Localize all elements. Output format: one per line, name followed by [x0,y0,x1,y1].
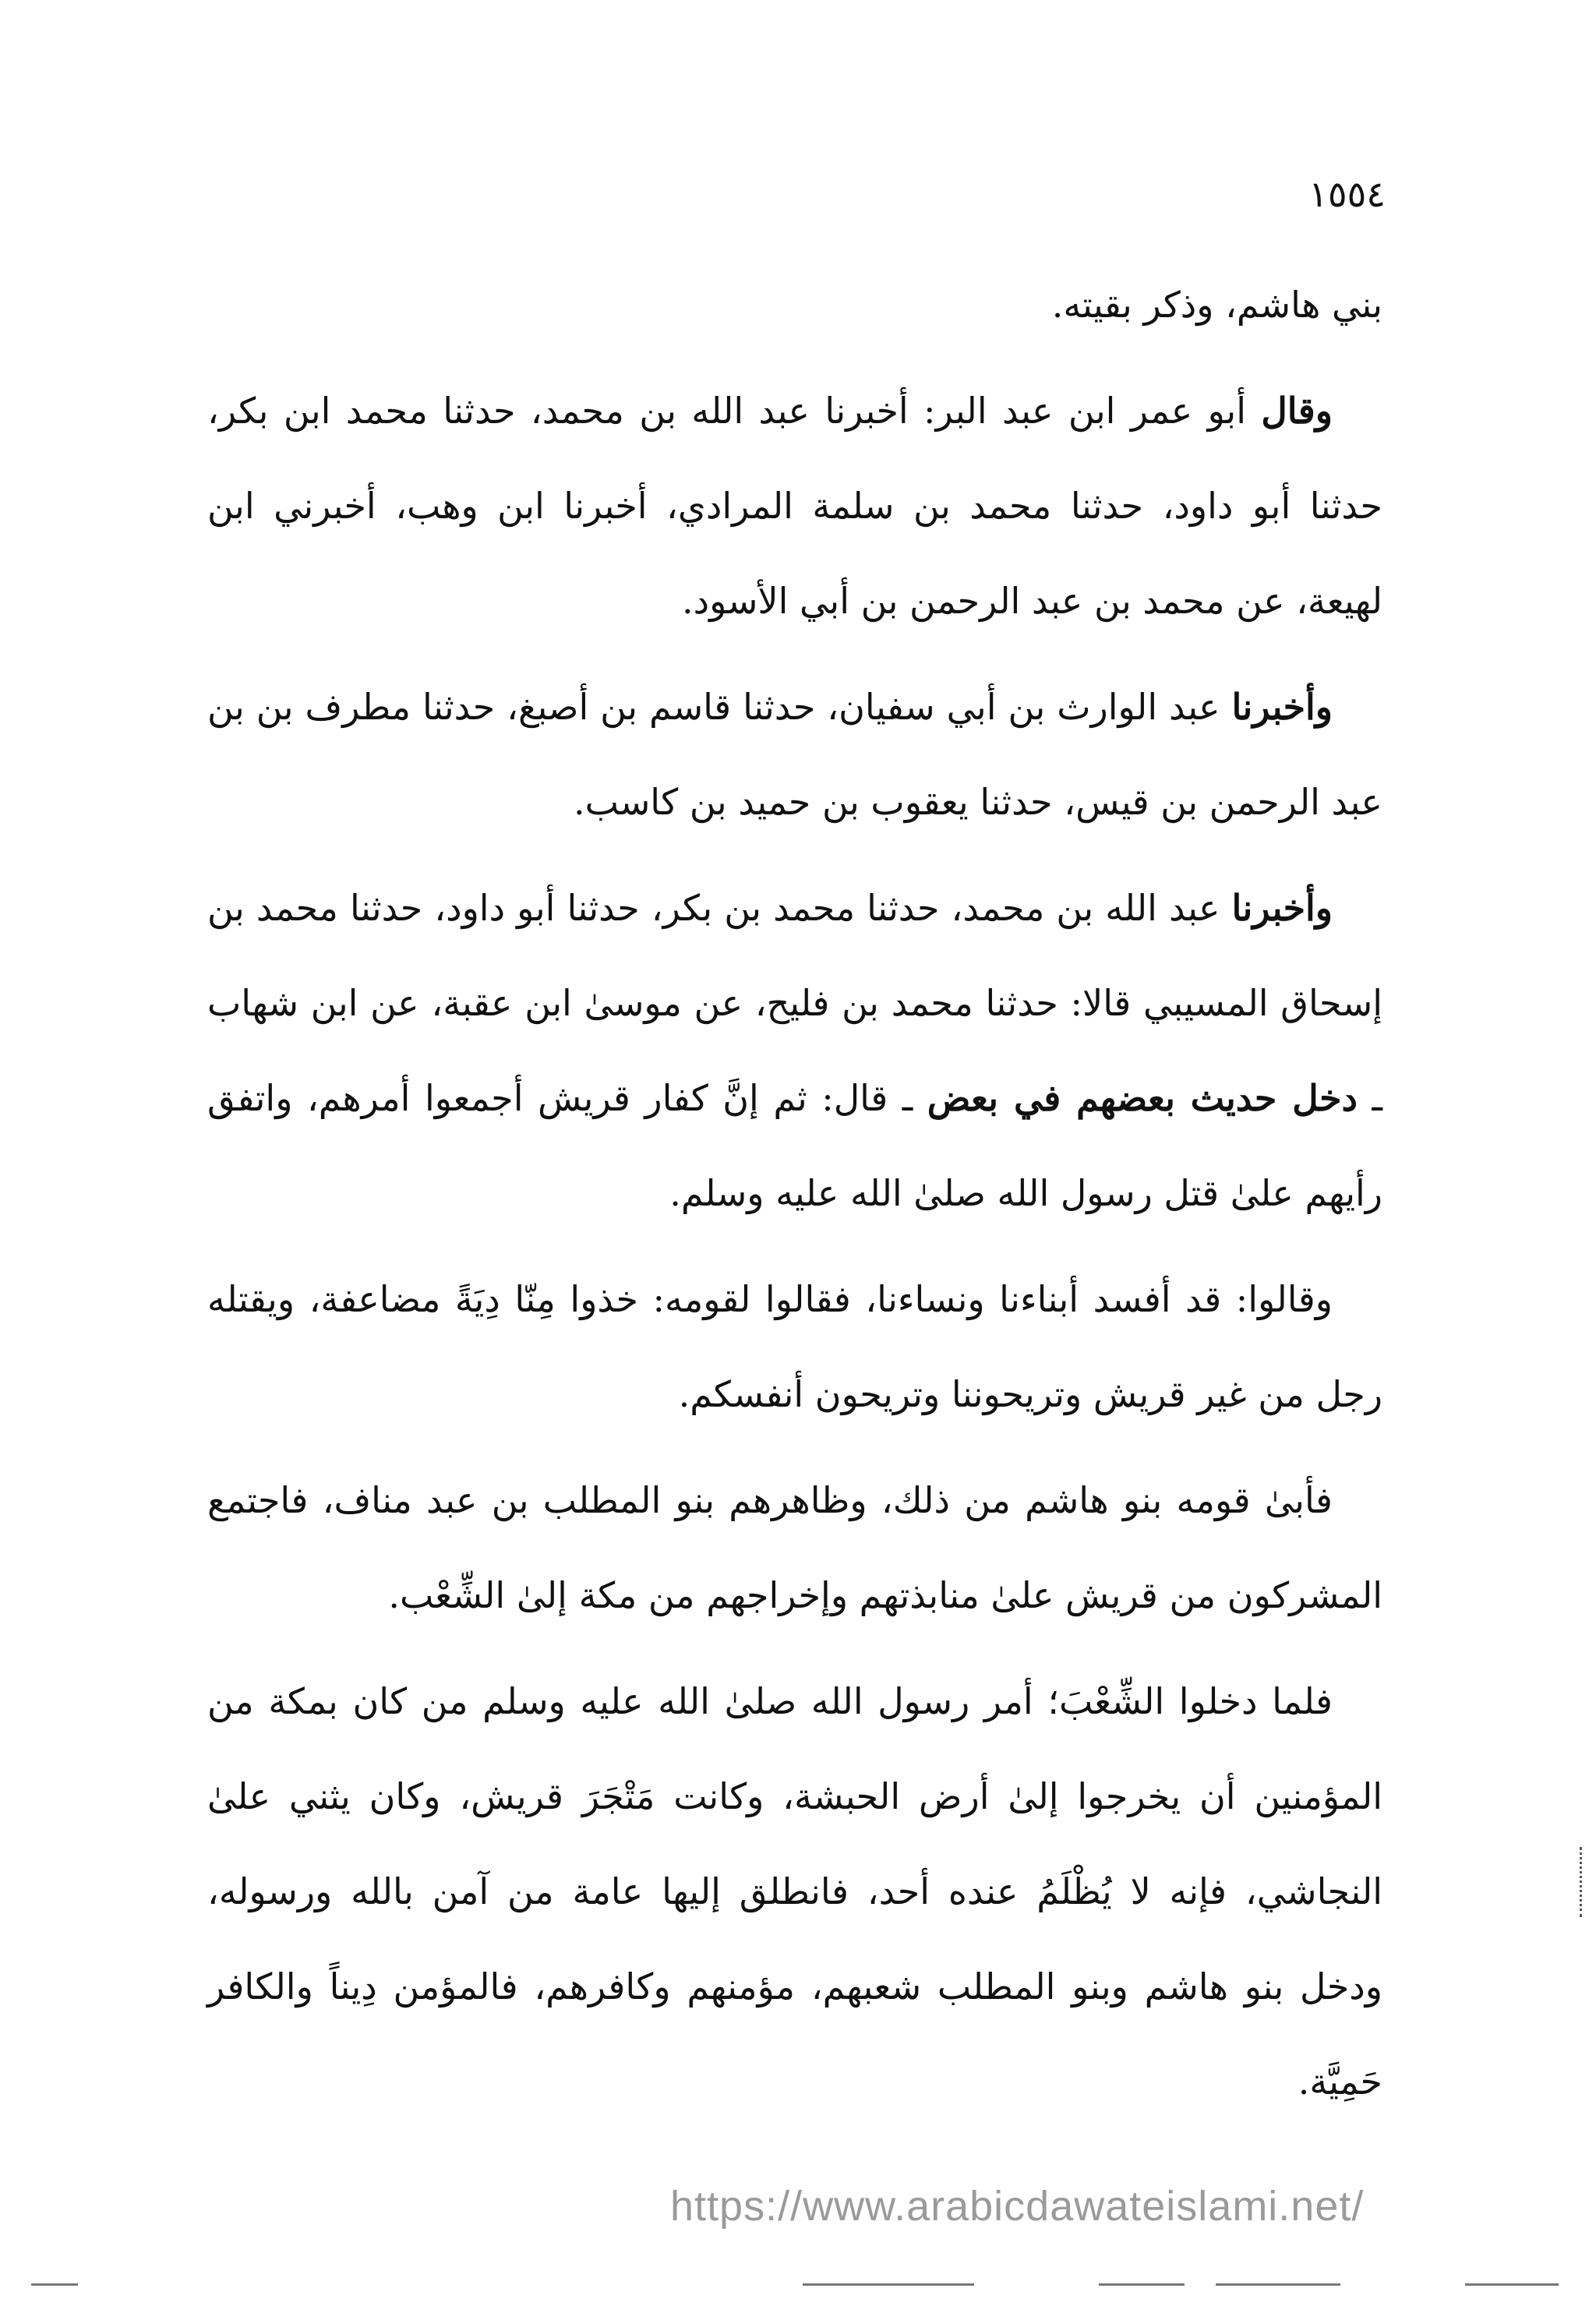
paragraph-text: أبو عمر ابن عبد البر: أخبرنا عبد الله بن محمد، حدثنا محمد ابن بكر، حدثنا أبو داود، حدثنا محمد بن سلمة المرادي، أخبرنا ابن وهب، أخبرني ابن لهيعة، عن محمد بن عبد الرحمن بن أبي الأسود. [207,390,1382,622]
paragraph-6 [207,1453,1382,1643]
paragraph-2 [207,363,1382,648]
paragraph-bold-phrase: دخل حديث بعضهم في بعض [927,1077,1358,1119]
paragraph-lead: وقال [1261,390,1333,432]
paragraph-text: وقالوا: قد أفسد أبناءنا ونساءنا، فقالوا لقومه: خذوا مِنّا دِيَةً مضاعفة، ويقتله رجل من غير قريش وتريحوننا وتريحون أنفسكم. [207,1278,1382,1415]
paragraph-text: فأبىٰ قومه بنو هاشم من ذلك، وظاهرهم بنو المطلب بن عبد مناف، فاجتمع المشركون من قريش علىٰ منابذتهم وإخراجهم من مكة إلىٰ الشِّعْب. [207,1479,1382,1616]
paragraph-text: عبد الوارث بن أبي سفيان، حدثنا قاسم بن أصبغ، حدثنا مطرف بن بن عبد الرحمن بن قيس، حدثنا يعقوب بن حميد بن كاسب. [207,686,1382,823]
paragraph-5 [207,1252,1382,1442]
paragraph-lead: وأخبرنا [1231,686,1333,728]
paragraph-lead: وأخبرنا [1231,887,1333,929]
paragraph-text: فلما دخلوا الشِّعْبَ؛ أمر رسول الله صلىٰ الله عليه وسلم من كان بمكة من المؤمنين أن يخرجوا إلىٰ أرض الحبشة، وكانت مَتْجَرَ قريش، وكان يثني علىٰ النجاشي، فإنه لا يُظْلَمُ عنده أحد، فانطلق إليها عامة من آمن بالله ورسوله، ودخل بنو هاشم وبنو المطلب شعبهم، مؤمنهم وكافرهم، فالمؤمن دِيناً والكافر حَمِيَّة. [207,1680,1382,2103]
paragraph-rest: ـ قال: ثم إنَّ كفار قريش أجمعوا أمرهم، واتفق رأيهم علىٰ قتل رسول الله صلىٰ الله عليه وسلم. [207,1077,1382,1214]
watermark-url: https://www.arabicdawateislami.net/ [670,2183,1365,2230]
paragraph-1 [207,257,1382,352]
scan-bottom-rule [0,2283,1596,2291]
paragraph-text: عبد الله بن محمد، حدثنا محمد بن بكر، حدثنا أبو داود، حدثنا محمد بن إسحاق المسيبي قالا: حدثنا محمد بن فليح، عن موسىٰ ابن عقبة، عن ابن شهاب ـ [207,887,1382,1119]
body-text [207,257,1382,2140]
page-number: ١٥٥٤ [1308,173,1386,215]
scan-edge-mark [1580,1847,1593,1917]
paragraph-7 [207,1654,1382,2129]
paragraph-3 [207,659,1382,849]
paragraph-4 [207,860,1382,1241]
paragraph-text: بني هاشم، وذكر بقيته. [1051,284,1382,326]
